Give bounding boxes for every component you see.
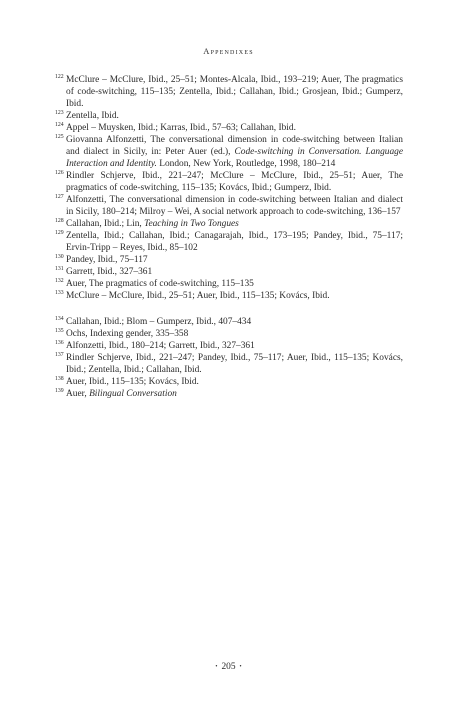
endnote (55, 376, 403, 388)
endnote-number: 138 (55, 376, 64, 382)
page-number: 205 (221, 662, 236, 672)
endnote-text: Callahan, Ibid.; Blom – Gumperz, Ibid., 407–434 (66, 317, 252, 327)
endnote (55, 110, 403, 122)
endnote (55, 122, 403, 134)
endnote-text: Appel – Muysken, Ibid.; Karras, Ibid., 57–63; Callahan, Ibid. (66, 123, 296, 133)
endnote-text: McClure – McClure, Ibid., 25–51; Auer, Ibid., 115–135; Kovács, Ibid. (66, 291, 330, 301)
endnote-text: McClure – McClure, Ibid., 25–51; Montes-Alcala, Ibid., 193–219; Auer, The pragmatics of code-switching, 115–135; Zentella, Ibid.; Callahan, Ibid.; Grosjean, Ibid.; Gumperz, Ibid. (66, 75, 403, 109)
endnote-text: Callahan, Ibid.; Lin, (66, 219, 145, 229)
endnote-text: Ochs, Indexing gender, 335–358 (66, 329, 189, 339)
endnote-title-italic: Teaching in Two Tongues (144, 219, 239, 229)
endnote-text: Zentella, Ibid.; Callahan, Ibid.; Canagarajah, Ibid., 173–195; Pandey, Ibid., 75–117; Ervin-Tripp – Reyes, Ibid., 85–102 (66, 231, 403, 253)
endnote (55, 290, 403, 302)
endnote-text: Auer, Ibid., 115–135; Kovács, Ibid. (66, 377, 199, 387)
endnote (55, 254, 403, 266)
endnote (55, 74, 403, 110)
endnote-number: 136 (55, 340, 64, 346)
endnote (55, 352, 403, 376)
endnote-number: 124 (55, 122, 64, 128)
endnote-number: 130 (55, 254, 64, 260)
endnote-number: 122 (55, 74, 64, 80)
endnote-text: Auer, The pragmatics of code-switching, 115–135 (66, 279, 254, 289)
endnote (55, 340, 403, 352)
endnote-text: Zentella, Ibid. (66, 111, 119, 121)
endnotes-group-2 (55, 316, 403, 400)
endnote-title-italic: Code-switching in Conversation. Language Interaction and Identity. (66, 147, 403, 169)
endnote-text: Alfonzetti, The conversational dimension in code-switching between Italian and dialect in Sicily, 180–214; Milroy – Wei, A social network approach to code-switching, 136–157 (66, 195, 403, 217)
endnotes-group-1 (55, 74, 403, 302)
endnote-text: London, New York, Routledge, 1998, 180–214 (156, 159, 336, 169)
endnote (55, 328, 403, 340)
endnote (55, 316, 403, 328)
endnote (55, 266, 403, 278)
endnote-text: Pandey, Ibid., 75–117 (66, 255, 148, 265)
endnote (55, 170, 403, 194)
endnote-number: 133 (55, 290, 64, 296)
endnote-number: 125 (55, 134, 64, 140)
endnote-number: 139 (55, 388, 64, 394)
endnote (55, 278, 403, 290)
endnote-number: 132 (55, 278, 64, 284)
endnote (55, 194, 403, 218)
endnote-text: Rindler Schjerve, Ibid., 221–247; Pandey, Ibid., 75–117; Auer, Ibid., 115–135; Kovács, Ibid.; Zentella, Ibid.; Callahan, Ibid. (66, 353, 403, 375)
endnote-number: 128 (55, 218, 64, 224)
endnote-number: 123 (55, 110, 64, 116)
endnote-number: 129 (55, 230, 64, 236)
endnote-text: Giovanna Alfonzetti, The conversational dimension in code-switching between Italian and dialect in Sicily, in: Peter Auer (ed.), (66, 135, 403, 157)
group-gap (55, 302, 403, 316)
endnote (55, 218, 403, 230)
page-folio (0, 662, 457, 672)
endnote-number: 137 (55, 352, 64, 358)
endnote-text: Auer, (66, 389, 90, 399)
endnote (55, 134, 403, 170)
running-head: Appendixes (203, 46, 254, 56)
endnote-text: Rindler Schjerve, Ibid., 221–247; McClure – McClure, Ibid., 25–51; Auer, The pragmatics of code-switching, 115–135; Kovács, Ibid.; Gumperz, Ibid. (66, 171, 403, 193)
endnote-number: 126 (55, 170, 64, 176)
folio-bullet-left: • (215, 664, 218, 670)
endnote-title-italic: Bilingual Conversation (89, 389, 177, 399)
endnote (55, 230, 403, 254)
endnote-number: 131 (55, 266, 64, 272)
endnote-number: 127 (55, 194, 64, 200)
endnote-number: 135 (55, 328, 64, 334)
endnote (55, 388, 403, 400)
endnotes (55, 74, 403, 400)
endnote-number: 134 (55, 316, 64, 322)
endnote-text: Garrett, Ibid., 327–361 (66, 267, 153, 277)
folio-bullet-right: • (239, 664, 242, 670)
endnote-text: Alfonzetti, Ibid., 180–214; Garrett, Ibid., 327–361 (66, 341, 255, 351)
